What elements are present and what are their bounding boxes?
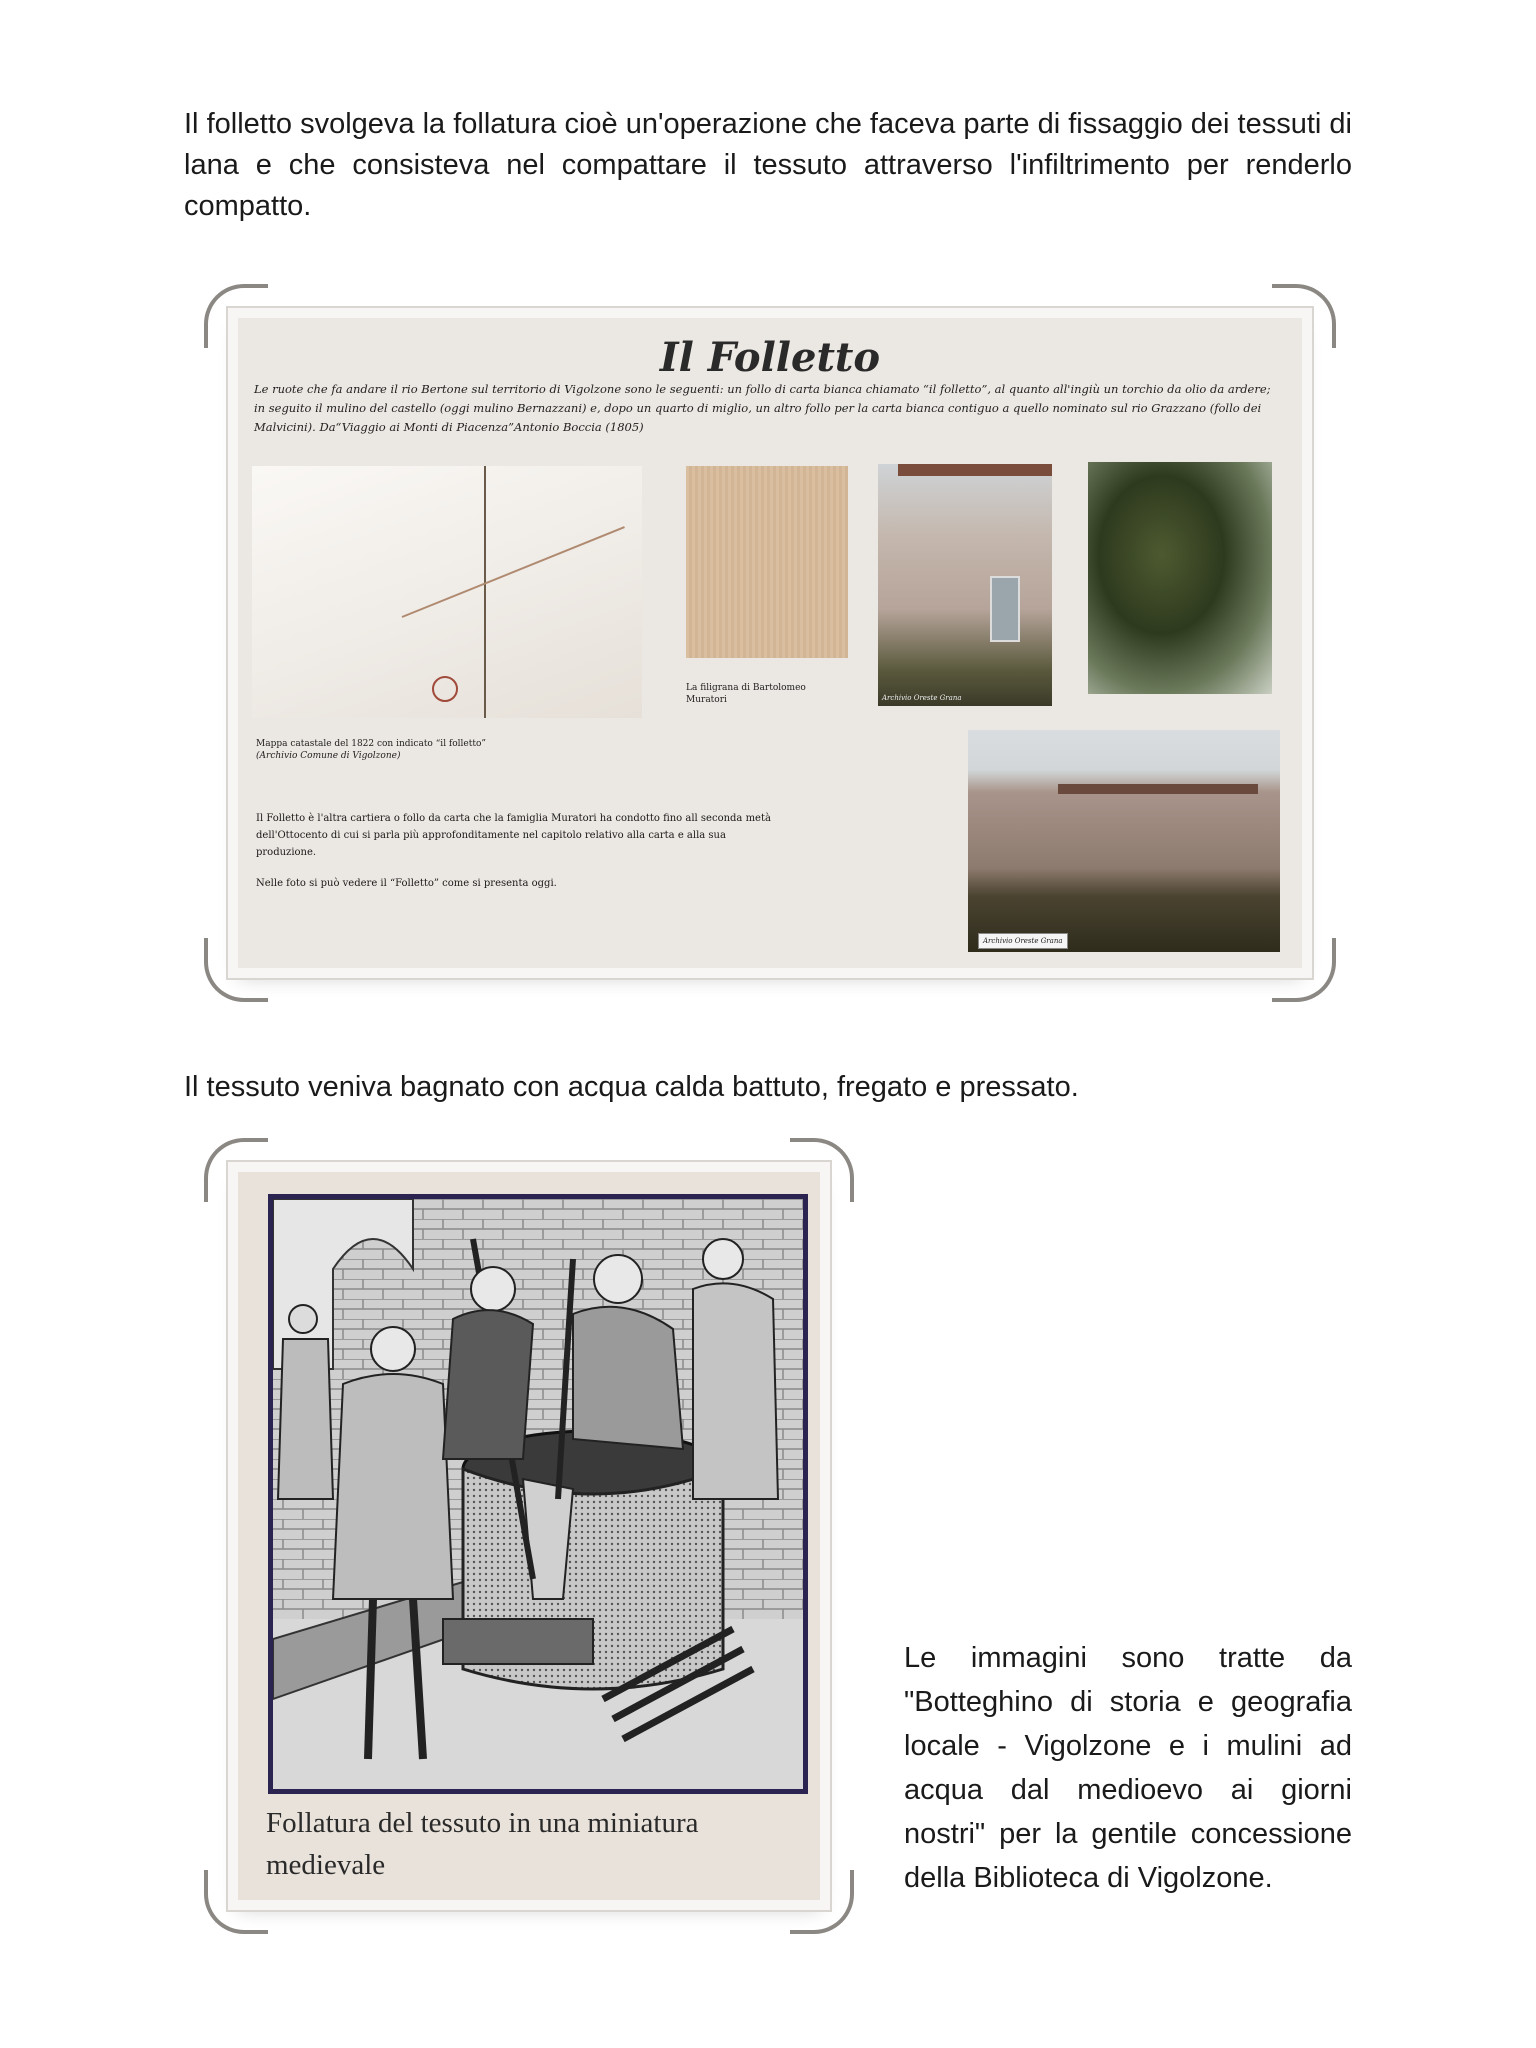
medieval-miniature-illustration xyxy=(268,1194,808,1794)
frame-corner xyxy=(204,938,268,1002)
miniature-photo xyxy=(238,1172,820,1900)
poster-photo xyxy=(238,318,1302,968)
map-source: (Archivio Comune di Vigolzone) xyxy=(256,751,401,761)
fulling-scene-drawing xyxy=(273,1199,803,1789)
vegetation-photo xyxy=(1088,462,1272,694)
photo2-credit: Archivio Oreste Grana xyxy=(978,933,1068,949)
roof-shape xyxy=(1058,784,1258,794)
poster-body-text: Il Folletto è l'altra cartiera o follo da carta che la famiglia Muratori ha condotto fino all seconda metà dell'Ottocento di cui si parla più approfonditamente nel capitolo relativo alla carta e alla sua produzione. xyxy=(256,813,771,858)
house-photo-2 xyxy=(968,730,1280,952)
house-photo-1 xyxy=(878,464,1052,706)
frame-corner xyxy=(204,1138,268,1202)
frame-corner xyxy=(1272,938,1336,1002)
poster-body xyxy=(256,810,776,906)
frame-corner xyxy=(790,1138,854,1202)
poster-title: Il Folletto xyxy=(659,334,881,381)
map-marker xyxy=(432,676,458,702)
watermark-caption: La filigrana di Bartolomeo Muratori xyxy=(686,683,806,705)
roof-shape xyxy=(898,464,1052,476)
photo1-credit: Archivio Oreste Grana xyxy=(882,694,962,702)
poster-quote: Le ruote che fa andare il rio Bertone sul territorio di Vigolzone sono le seguenti: un follo di carta bianca chiamato “il folletto”, al quanto all'ingiù un torchio da olio da ardere; in seguito il mulino del castello (oggi mulino Bernazzani) e, dopo un quarto di miglio, un altro follo per la carta bianca contiguo a quello nominato sul rio Grazzano (follo dei Malvicini). Da“Viaggio ai Monti di Piacenza”Antonio Boccia (1805) xyxy=(254,382,1271,434)
frame-corner xyxy=(204,1870,268,1934)
window-shape xyxy=(990,576,1020,642)
map-caption xyxy=(256,738,486,762)
middle-paragraph: Il tessuto veniva bagnato con acqua calda battuto, fregato e pressato. xyxy=(184,1071,1079,1103)
miniature-caption: Follatura del tessuto in una miniatura medievale xyxy=(266,1807,699,1881)
credits-paragraph: Le immagini sono tratte da "Botteghino di storia e geografia locale - Vigolzone e i mulini ad acqua dal medioevo ai giorni nostri" per la gentile concessione della Biblioteca di Vigolzone. xyxy=(904,1642,1352,1894)
map-caption-text: Mappa catastale del 1822 con indicato “il folletto” xyxy=(256,739,487,749)
poster-body-text: Nelle foto si può vedere il “Folletto” come si presenta oggi. xyxy=(256,878,557,889)
frame-corner xyxy=(790,1870,854,1934)
watermark-image xyxy=(686,466,848,658)
cadastral-map-image xyxy=(252,466,642,718)
intro-paragraph: Il folletto svolgeva la follatura cioè un'operazione che faceva parte di fissaggio dei tessuti di lana e che consisteva nel compattare il tessuto attraverso l'infiltrimento per renderlo compatto. xyxy=(184,108,1352,222)
